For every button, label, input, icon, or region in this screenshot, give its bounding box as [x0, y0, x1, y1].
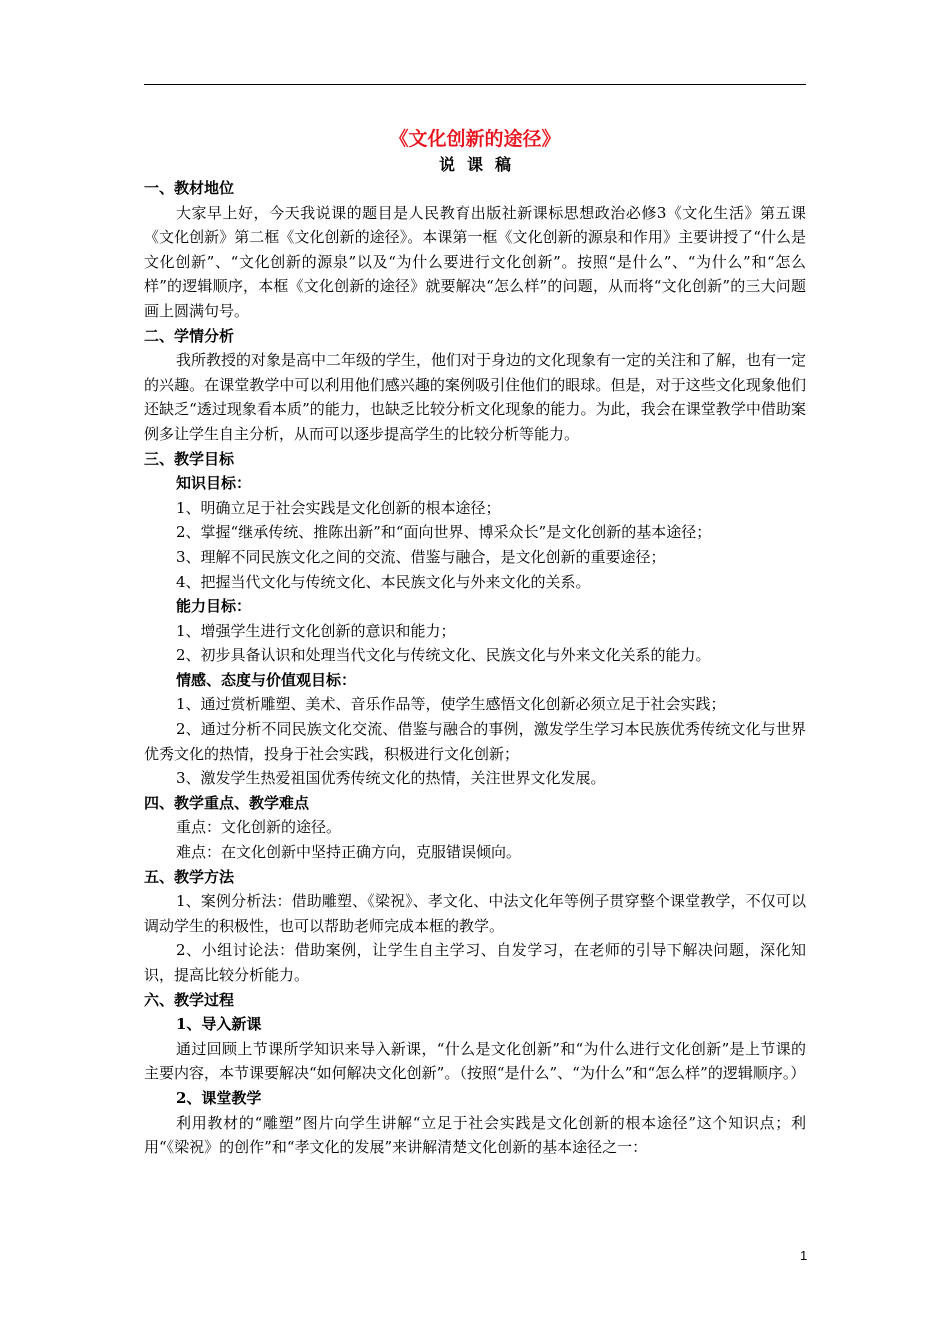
paragraph: 大家早上好，今天我说课的题目是人民教育出版社新课标思想政治必修3《文化生活》第五课《文化创新》第二框《文化创新的途径》。本课第一框《文化创新的源泉和作用》主要讲授了“什么是文化创新”、“文化创新的源泉”以及“为什么要进行文化创新”。按照“是什么”、“为什么”和“怎么样”的逻辑顺序，本框《文化创新的途径》就要解决“怎么样”的问题，从而将“文化创新”的三大问题画上圆满句号。	[144, 203, 806, 320]
paragraph: 3、激发学生热爱祖国优秀传统文化的热情，关注世界文化发展。	[176, 769, 606, 788]
paragraph: 1、明确立足于社会实践是文化创新的根本途径；	[176, 498, 501, 517]
paragraph: 我所教授的对象是高中二年级的学生，他们对于身边的文化现象有一定的关注和了解，也有一定的兴趣。在课堂教学中可以利用他们感兴趣的案例吸引住他们的眼球。但是，对于这些文化现象他们还缺乏“透过现象看本质”的能力，也缺乏比较分析文化现象的能力。为此，我会在课堂教学中借助案例多让学生自主分析，从而可以逐步提高学生的比较分析等能力。	[144, 351, 807, 443]
subsection-heading: 2、课堂教学	[176, 1088, 262, 1107]
paragraph: 4、把握当代文化与传统文化、本民族文化与外来文化的关系。	[176, 572, 591, 591]
section-heading: 四、教学重点、教学难点	[144, 793, 310, 812]
paragraph: 通过回顾上节课所学知识来导入新课，“什么是文化创新”和“为什么进行文化创新”是上节课的主要内容，本节课要解决“如何解决文化创新”。（按照“是什么”、“为什么”和“怎么样”的逻辑顺序。）	[144, 1039, 806, 1083]
section-heading: 五、教学方法	[144, 867, 235, 886]
paragraph: 1、增强学生进行文化创新的意识和能力；	[176, 621, 456, 640]
paragraph: 难点：在文化创新中坚持正确方向，克服错误倾向。	[176, 843, 522, 862]
section-heading: 二、学情分析	[144, 326, 235, 345]
document-subtitle: 说课稿	[438, 155, 523, 174]
paragraph: 2、通过分析不同民族文化交流、借鉴与融合的事例，激发学生学习本民族优秀传统文化与世界优秀文化的热情，投身于社会实践，积极进行文化创新；	[144, 720, 806, 763]
page-number: 1	[800, 1248, 808, 1263]
paragraph: 利用教材的“雕塑”图片向学生讲解“立足于社会实践是文化创新的根本途径”这个知识点；利用“《梁祝》的创作”和“孝文化的发展”来讲解清楚文化创新的基本途径之一：	[144, 1113, 806, 1157]
paragraph: 2、小组讨论法：借助案例，让学生自主学习、自发学习，在老师的引导下解决问题，深化知识，提高比较分析能力。	[144, 941, 806, 984]
header-rule	[144, 84, 806, 85]
section-heading: 六、教学过程	[144, 990, 235, 1009]
sections-container	[144, 176, 806, 1160]
paragraph: 2、初步具备认识和处理当代文化与传统文化、民族文化与外来文化关系的能力。	[176, 646, 711, 665]
subsection-heading: 知识目标：	[176, 474, 252, 493]
subsection-heading: 1、导入新课	[176, 1015, 262, 1034]
paragraph: 1、案例分析法：借助雕塑、《梁祝》、孝文化、中法文化年等例子贯穿整个课堂教学，不仅可以调动学生的积极性，也可以帮助老师完成本框的教学。	[144, 892, 806, 935]
paragraph: 1、通过赏析雕塑、美术、音乐作品等，使学生感悟文化创新必须立足于社会实践；	[176, 695, 726, 714]
section-heading: 一、教材地位	[144, 179, 235, 197]
document-title: 《文化创新的途径》	[389, 128, 561, 150]
paragraph: 重点：文化创新的途径。	[176, 818, 342, 837]
subsection-heading: 能力目标：	[176, 597, 252, 616]
document-body	[144, 120, 806, 1160]
section-heading: 三、教学目标	[144, 449, 235, 468]
paragraph: 2、掌握“继承传统、推陈出新”和“面向世界、博采众长”是文化创新的基本途径；	[176, 523, 712, 542]
paragraph: 3、理解不同民族文化之间的交流、借鉴与融合，是文化创新的重要途径；	[176, 547, 666, 566]
subsection-heading: 情感、态度与价值观目标：	[176, 670, 357, 689]
